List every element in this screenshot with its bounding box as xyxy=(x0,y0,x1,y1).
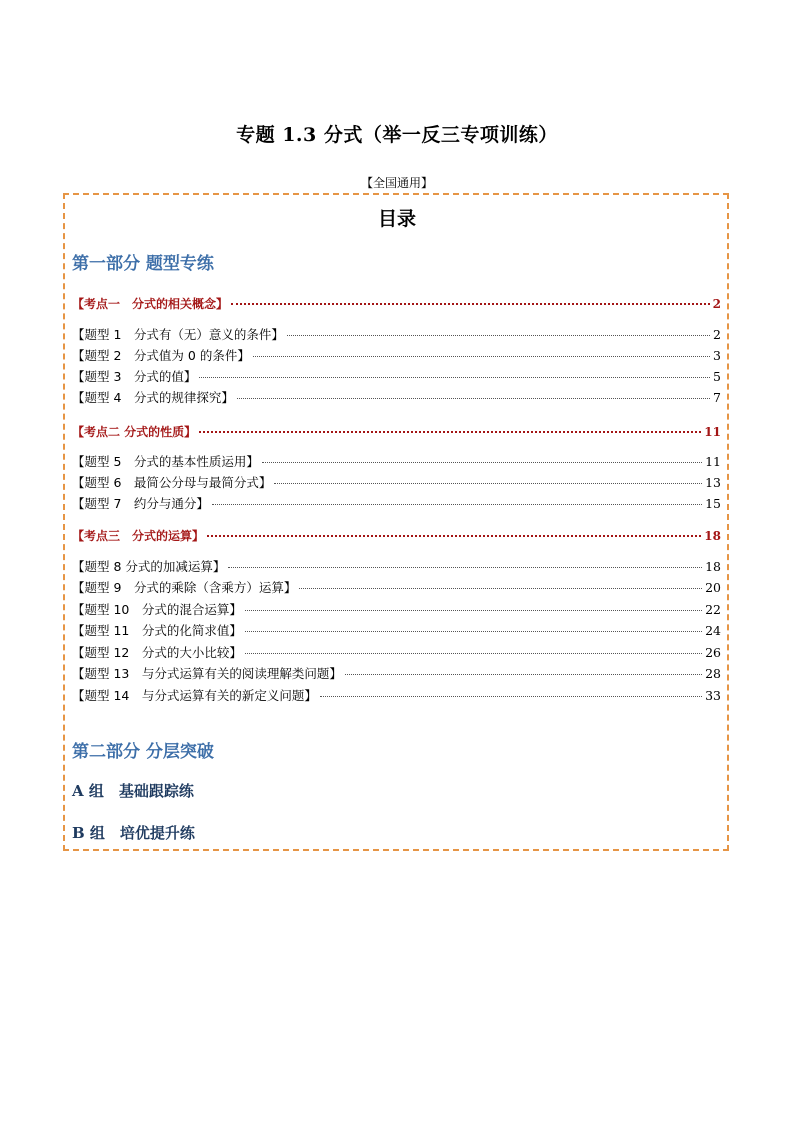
leader-dots xyxy=(228,567,702,568)
toc-page-number: 24 xyxy=(705,623,721,638)
toc-page-number: 11 xyxy=(705,454,721,469)
toc-item-5[interactable] xyxy=(72,452,721,470)
toc-item-4[interactable] xyxy=(72,388,721,406)
leader-dots xyxy=(199,377,710,378)
leader-dots xyxy=(207,535,701,537)
leader-dots xyxy=(231,303,710,305)
toc-section-3[interactable] xyxy=(72,527,721,544)
toc-item-label: 【题型 13 与分式运算有关的阅读理解类问题】 xyxy=(72,666,342,681)
leader-dots xyxy=(245,631,702,632)
part1-heading: 第一部分 题型专练 xyxy=(72,254,214,274)
toc-item-label: 【题型 7 约分与通分】 xyxy=(72,496,209,511)
toc-item-label: 【题型 5 分式的基本性质运用】 xyxy=(72,454,259,469)
toc-item-3[interactable] xyxy=(72,367,721,385)
toc-item-2[interactable] xyxy=(72,346,721,364)
toc-item-label: 【题型 12 分式的大小比较】 xyxy=(72,645,242,660)
toc-item-9[interactable] xyxy=(72,578,721,596)
toc-item-label: 【题型 2 分式值为 0 的条件】 xyxy=(72,348,250,363)
toc-item-label: 【题型 10 分式的混合运算】 xyxy=(72,602,242,617)
toc-page-number: 18 xyxy=(705,559,721,574)
toc-page-number: 33 xyxy=(705,688,721,703)
toc-item-12[interactable] xyxy=(72,643,721,661)
toc-page-number: 28 xyxy=(705,666,721,681)
leader-dots xyxy=(345,674,702,675)
toc-item-1[interactable] xyxy=(72,325,721,343)
toc-page-number: 13 xyxy=(705,475,721,490)
toc-item-label: 【题型 1 分式有（无）意义的条件】 xyxy=(72,327,284,342)
toc-page-number: 26 xyxy=(705,645,721,660)
toc-item-6[interactable] xyxy=(72,473,721,491)
toc-item-label: 【题型 3 分式的值】 xyxy=(72,369,197,384)
toc-page-number: 3 xyxy=(713,348,721,363)
toc-item-14[interactable] xyxy=(72,686,721,704)
part2-heading: 第二部分 分层突破 xyxy=(72,742,214,762)
toc-page-number: 18 xyxy=(704,529,721,543)
leader-dots xyxy=(287,335,710,336)
toc-section-label: 【考点三 分式的运算】 xyxy=(72,529,205,543)
toc-section-label: 【考点一 分式的相关概念】 xyxy=(72,297,229,311)
leader-dots xyxy=(212,504,702,505)
toc-item-13[interactable] xyxy=(72,664,721,682)
leader-dots xyxy=(245,610,702,611)
toc-item-10[interactable] xyxy=(72,600,721,618)
toc-item-8[interactable] xyxy=(72,557,721,575)
leader-dots xyxy=(320,696,702,697)
leader-dots xyxy=(299,588,702,589)
toc-page-number: 11 xyxy=(704,425,721,439)
toc-page-number: 2 xyxy=(712,297,721,311)
leader-dots xyxy=(262,462,702,463)
toc-page-number: 15 xyxy=(705,496,721,511)
toc-item-label: 【题型 6 最简公分母与最简分式】 xyxy=(72,475,272,490)
toc-page-number: 5 xyxy=(713,369,721,384)
toc-item-label: 【题型 4 分式的规律探究】 xyxy=(72,390,234,405)
leader-dots xyxy=(253,356,710,357)
toc-item-7[interactable] xyxy=(72,494,721,512)
toc-page-number: 22 xyxy=(705,602,721,617)
toc-page-number: 7 xyxy=(713,390,721,405)
toc-item-label: 【题型 11 分式的化简求值】 xyxy=(72,623,242,638)
leader-dots xyxy=(199,431,701,433)
group-b-link[interactable]: B 组 培优提升练 xyxy=(72,824,195,842)
toc-item-label: 【题型 9 分式的乘除（含乘方）运算】 xyxy=(72,580,297,595)
toc-heading: 目录 xyxy=(377,208,416,230)
document-subtitle: 【全国通用】 xyxy=(360,176,433,190)
toc-item-11[interactable] xyxy=(72,621,721,639)
toc-section-1[interactable] xyxy=(72,295,721,312)
toc-section-2[interactable] xyxy=(72,423,721,440)
toc-item-label: 【题型 14 与分式运算有关的新定义问题】 xyxy=(72,688,317,703)
leader-dots xyxy=(237,398,710,399)
toc-page-number: 2 xyxy=(713,327,721,342)
toc-section-label: 【考点二 分式的性质】 xyxy=(72,425,197,439)
document-title: 专题 1.3 分式（举一反三专项训练） xyxy=(236,124,558,146)
leader-dots xyxy=(274,483,702,484)
toc-item-label: 【题型 8 分式的加减运算】 xyxy=(72,559,226,574)
toc-page-number: 20 xyxy=(705,580,721,595)
leader-dots xyxy=(245,653,702,654)
group-a-link[interactable]: A 组 基础跟踪练 xyxy=(72,782,194,800)
